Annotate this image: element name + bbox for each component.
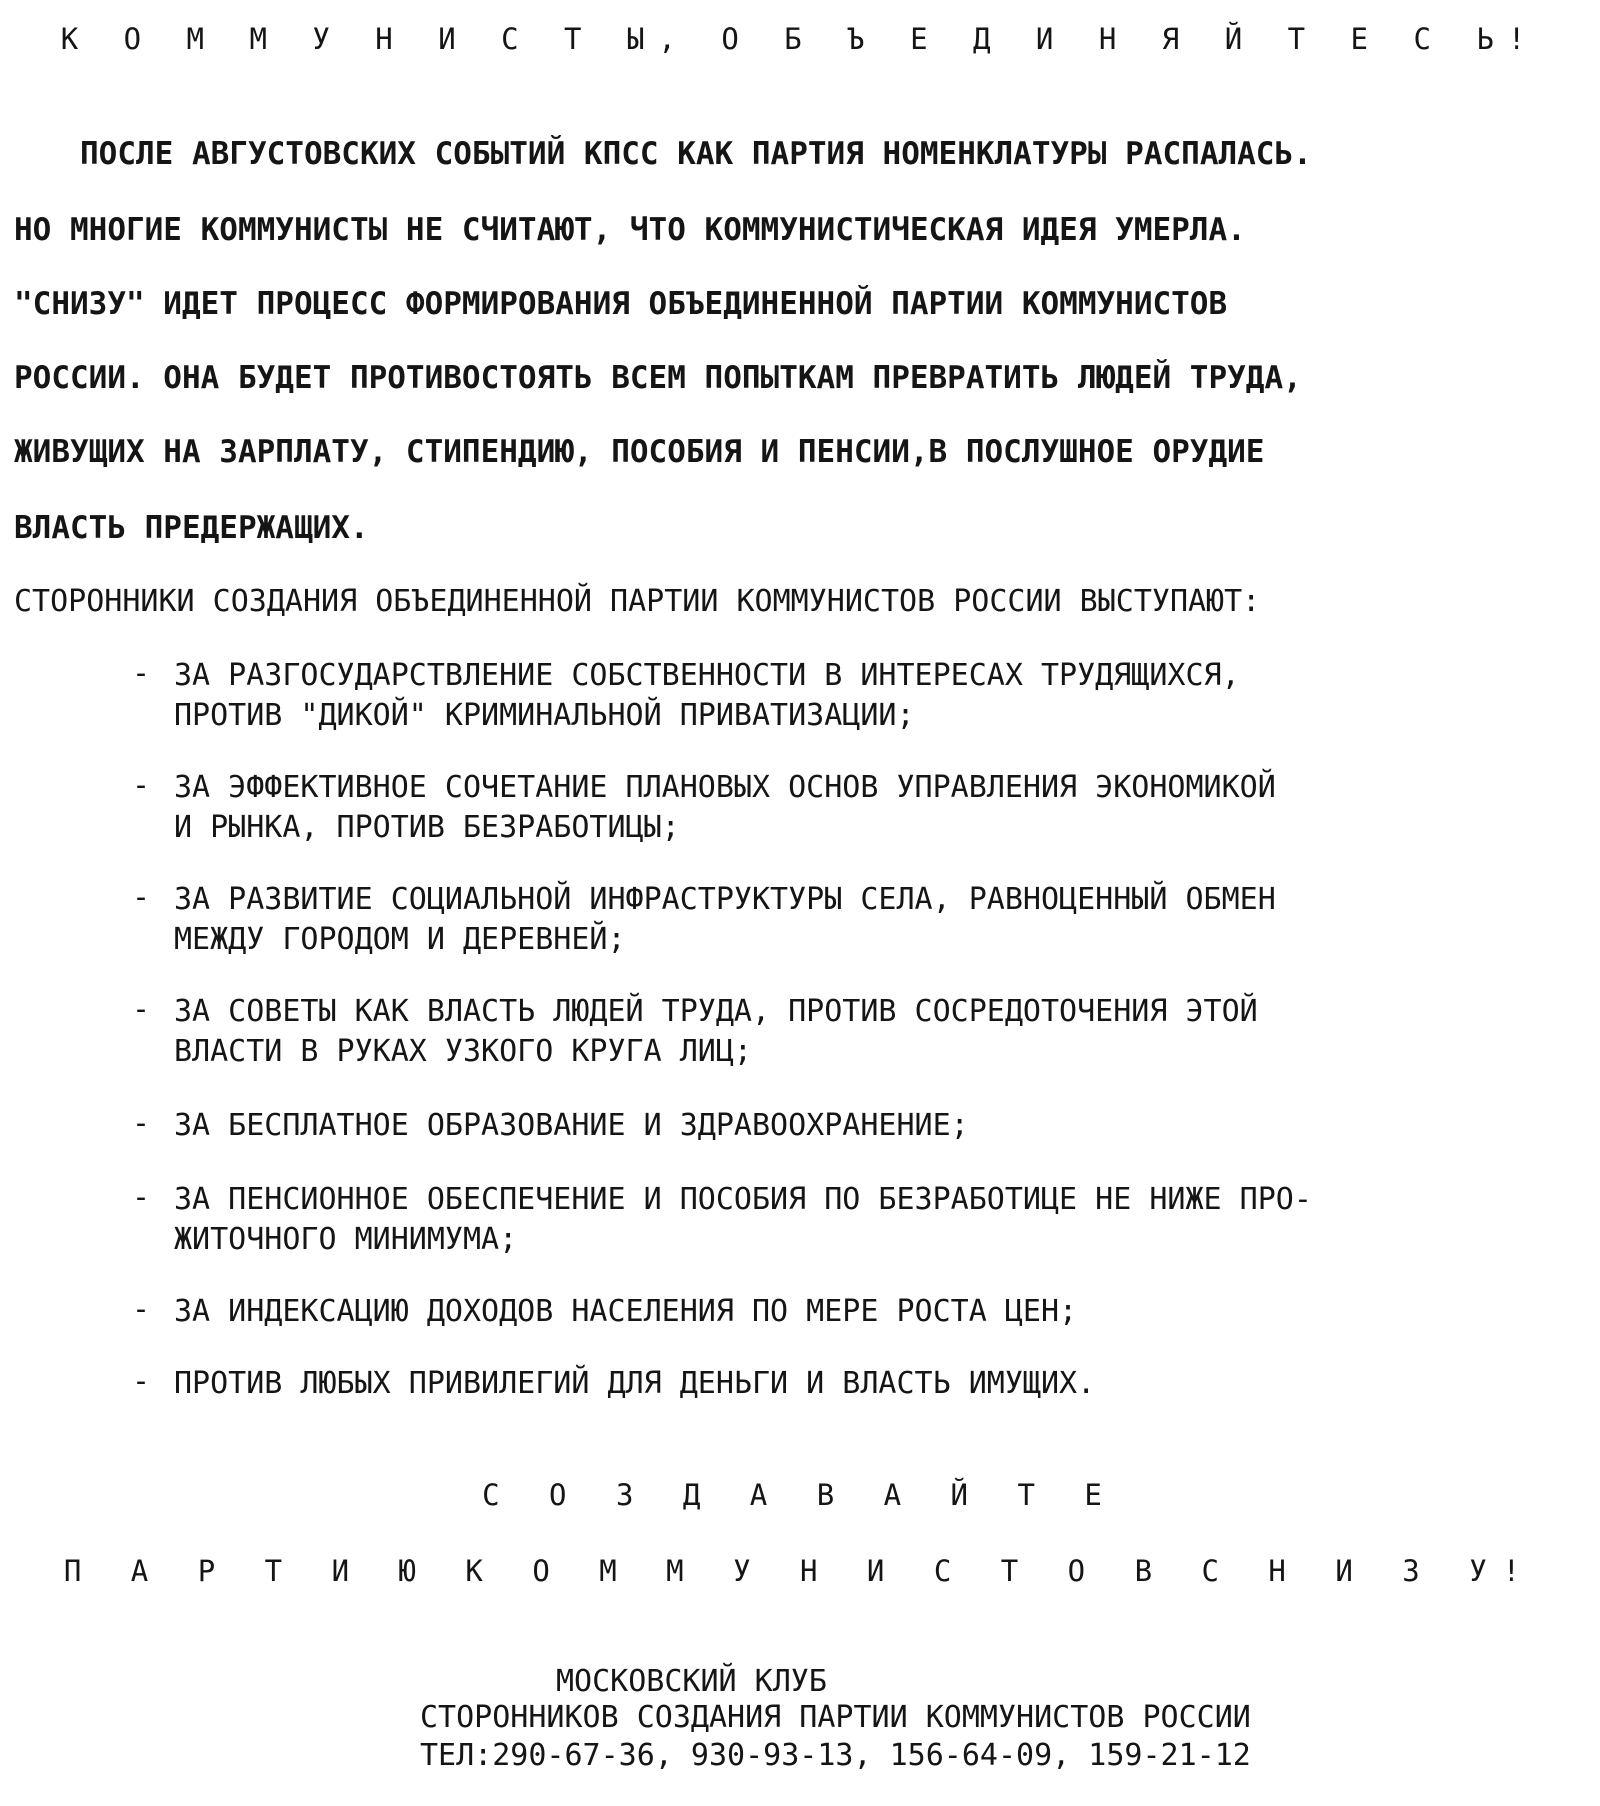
list-dash: - <box>132 656 151 691</box>
intro-line-4: РОССИИ. ОНА БУДЕТ ПРОТИВОСТОЯТЬ ВСЕМ ПОПЫТКАМ ПРЕВРАТИТЬ ЛЮДЕЙ ТРУДА, <box>14 360 1302 396</box>
list-dash: - <box>132 992 151 1027</box>
list-dash: - <box>132 1180 151 1215</box>
list-item <box>132 880 1276 960</box>
list-dash: - <box>132 768 151 803</box>
list-item-line: ЖИТОЧНОГО МИНИМУМА; <box>174 1222 518 1257</box>
list-item <box>132 1292 1077 1332</box>
list-item <box>132 656 1240 736</box>
list-item-line: ЗА ЭФФЕКТИВНОЕ СОЧЕТАНИЕ ПЛАНОВЫХ ОСНОВ УПРАВЛЕНИЯ ЭКОНОМИКОЙ <box>174 770 1276 805</box>
intro-line-2: НО МНОГИЕ КОММУНИСТЫ НЕ СЧИТАЮТ, ЧТО КОММУНИСТИЧЕСКАЯ ИДЕЯ УМЕРЛА. <box>14 212 1246 248</box>
list-item-line: ПРОТИВ ЛЮБЫХ ПРИВИЛЕГИЙ ДЛЯ ДЕНЬГИ И ВЛАСТЬ ИМУЩИХ. <box>174 1366 1096 1401</box>
list-item-line: И РЫНКА, ПРОТИВ БЕЗРАБОТИЦЫ; <box>174 810 680 845</box>
call-line-1: С О З Д А В А Й Т Е <box>482 1478 1118 1512</box>
intro-line-6: ВЛАСТЬ ПРЕДЕРЖАЩИХ. <box>14 510 369 546</box>
intro-line-5: ЖИВУЩИХ НА ЗАРПЛАТУ, СТИПЕНДИЮ, ПОСОБИЯ И ПЕНСИИ,В ПОСЛУШНОЕ ОРУДИЕ <box>14 434 1265 470</box>
signature-phones: ТЕЛ:290-67-36, 930-93-13, 156-64-09, 159-21-12 <box>420 1738 1251 1773</box>
list-item-line: ЗА РАЗВИТИЕ СОЦИАЛЬНОЙ ИНФРАСТРУКТУРЫ СЕЛА, РАВНОЦЕННЫЙ ОБМЕН <box>174 882 1276 917</box>
list-dash: - <box>132 1292 151 1327</box>
list-dash: - <box>132 1364 151 1399</box>
list-item-line: ЗА ИНДЕКСАЦИЮ ДОХОДОВ НАСЕЛЕНИЯ ПО МЕРЕ РОСТА ЦЕН; <box>174 1294 1078 1329</box>
list-item-line: МЕЖДУ ГОРОДОМ И ДЕРЕВНЕЙ; <box>174 922 626 957</box>
list-item-line: ЗА СОВЕТЫ КАК ВЛАСТЬ ЛЮДЕЙ ТРУДА, ПРОТИВ СОСРЕДОТОЧЕНИЯ ЭТОЙ <box>174 994 1258 1029</box>
supporters-heading: СТОРОННИКИ СОЗДАНИЯ ОБЪЕДИНЕННОЙ ПАРТИИ КОММУНИСТОВ РОССИИ ВЫСТУПАЮТ: <box>14 584 1261 619</box>
list-item-line: ЗА ПЕНСИОННОЕ ОБЕСПЕЧЕНИЕ И ПОСОБИЯ ПО БЕЗРАБОТИЦЕ НЕ НИЖЕ ПРО- <box>174 1182 1312 1217</box>
list-item <box>132 1180 1312 1260</box>
list-item-line: ПРОТИВ "ДИКОЙ" КРИМИНАЛЬНОЙ ПРИВАТИЗАЦИИ; <box>174 698 915 733</box>
list-item <box>132 1106 969 1146</box>
list-dash: - <box>132 880 151 915</box>
list-item <box>132 768 1276 848</box>
signature-full-name: СТОРОННИКОВ СОЗДАНИЯ ПАРТИИ КОММУНИСТОВ РОССИИ <box>420 1700 1251 1735</box>
header-slogan: К О М М У Н И С Т Ы, О Б Ъ Е Д И Н Я Й Т Е С Ь! <box>60 22 1540 56</box>
list-item <box>132 1364 1095 1404</box>
list-dash: - <box>132 1106 151 1141</box>
list-item-line: ВЛАСТИ В РУКАХ УЗКОГО КРУГА ЛИЦ; <box>174 1034 752 1069</box>
call-line-2: П А Р Т И Ю К О М М У Н И С Т О В С Н И З У! <box>63 1554 1537 1588</box>
list-item-line: ЗА РАЗГОСУДАРСТВЛЕНИЕ СОБСТВЕННОСТИ В ИНТЕРЕСАХ ТРУДЯЩИХСЯ, <box>174 658 1240 693</box>
list-item <box>132 992 1258 1072</box>
intro-line-1: ПОСЛЕ АВГУСТОВСКИХ СОБЫТИЙ КПСС КАК ПАРТИЯ НОМЕНКЛАТУРЫ РАСПАЛАСЬ. <box>80 136 1312 172</box>
list-item-line: ЗА БЕСПЛАТНОЕ ОБРАЗОВАНИЕ И ЗДРАВООХРАНЕНИЕ; <box>174 1108 969 1143</box>
intro-line-3: "СНИЗУ" ИДЕТ ПРОЦЕСС ФОРМИРОВАНИЯ ОБЪЕДИНЕННОЙ ПАРТИИ КОММУНИСТОВ <box>14 286 1228 322</box>
signature-club: МОСКОВСКИЙ КЛУБ <box>556 1664 827 1699</box>
